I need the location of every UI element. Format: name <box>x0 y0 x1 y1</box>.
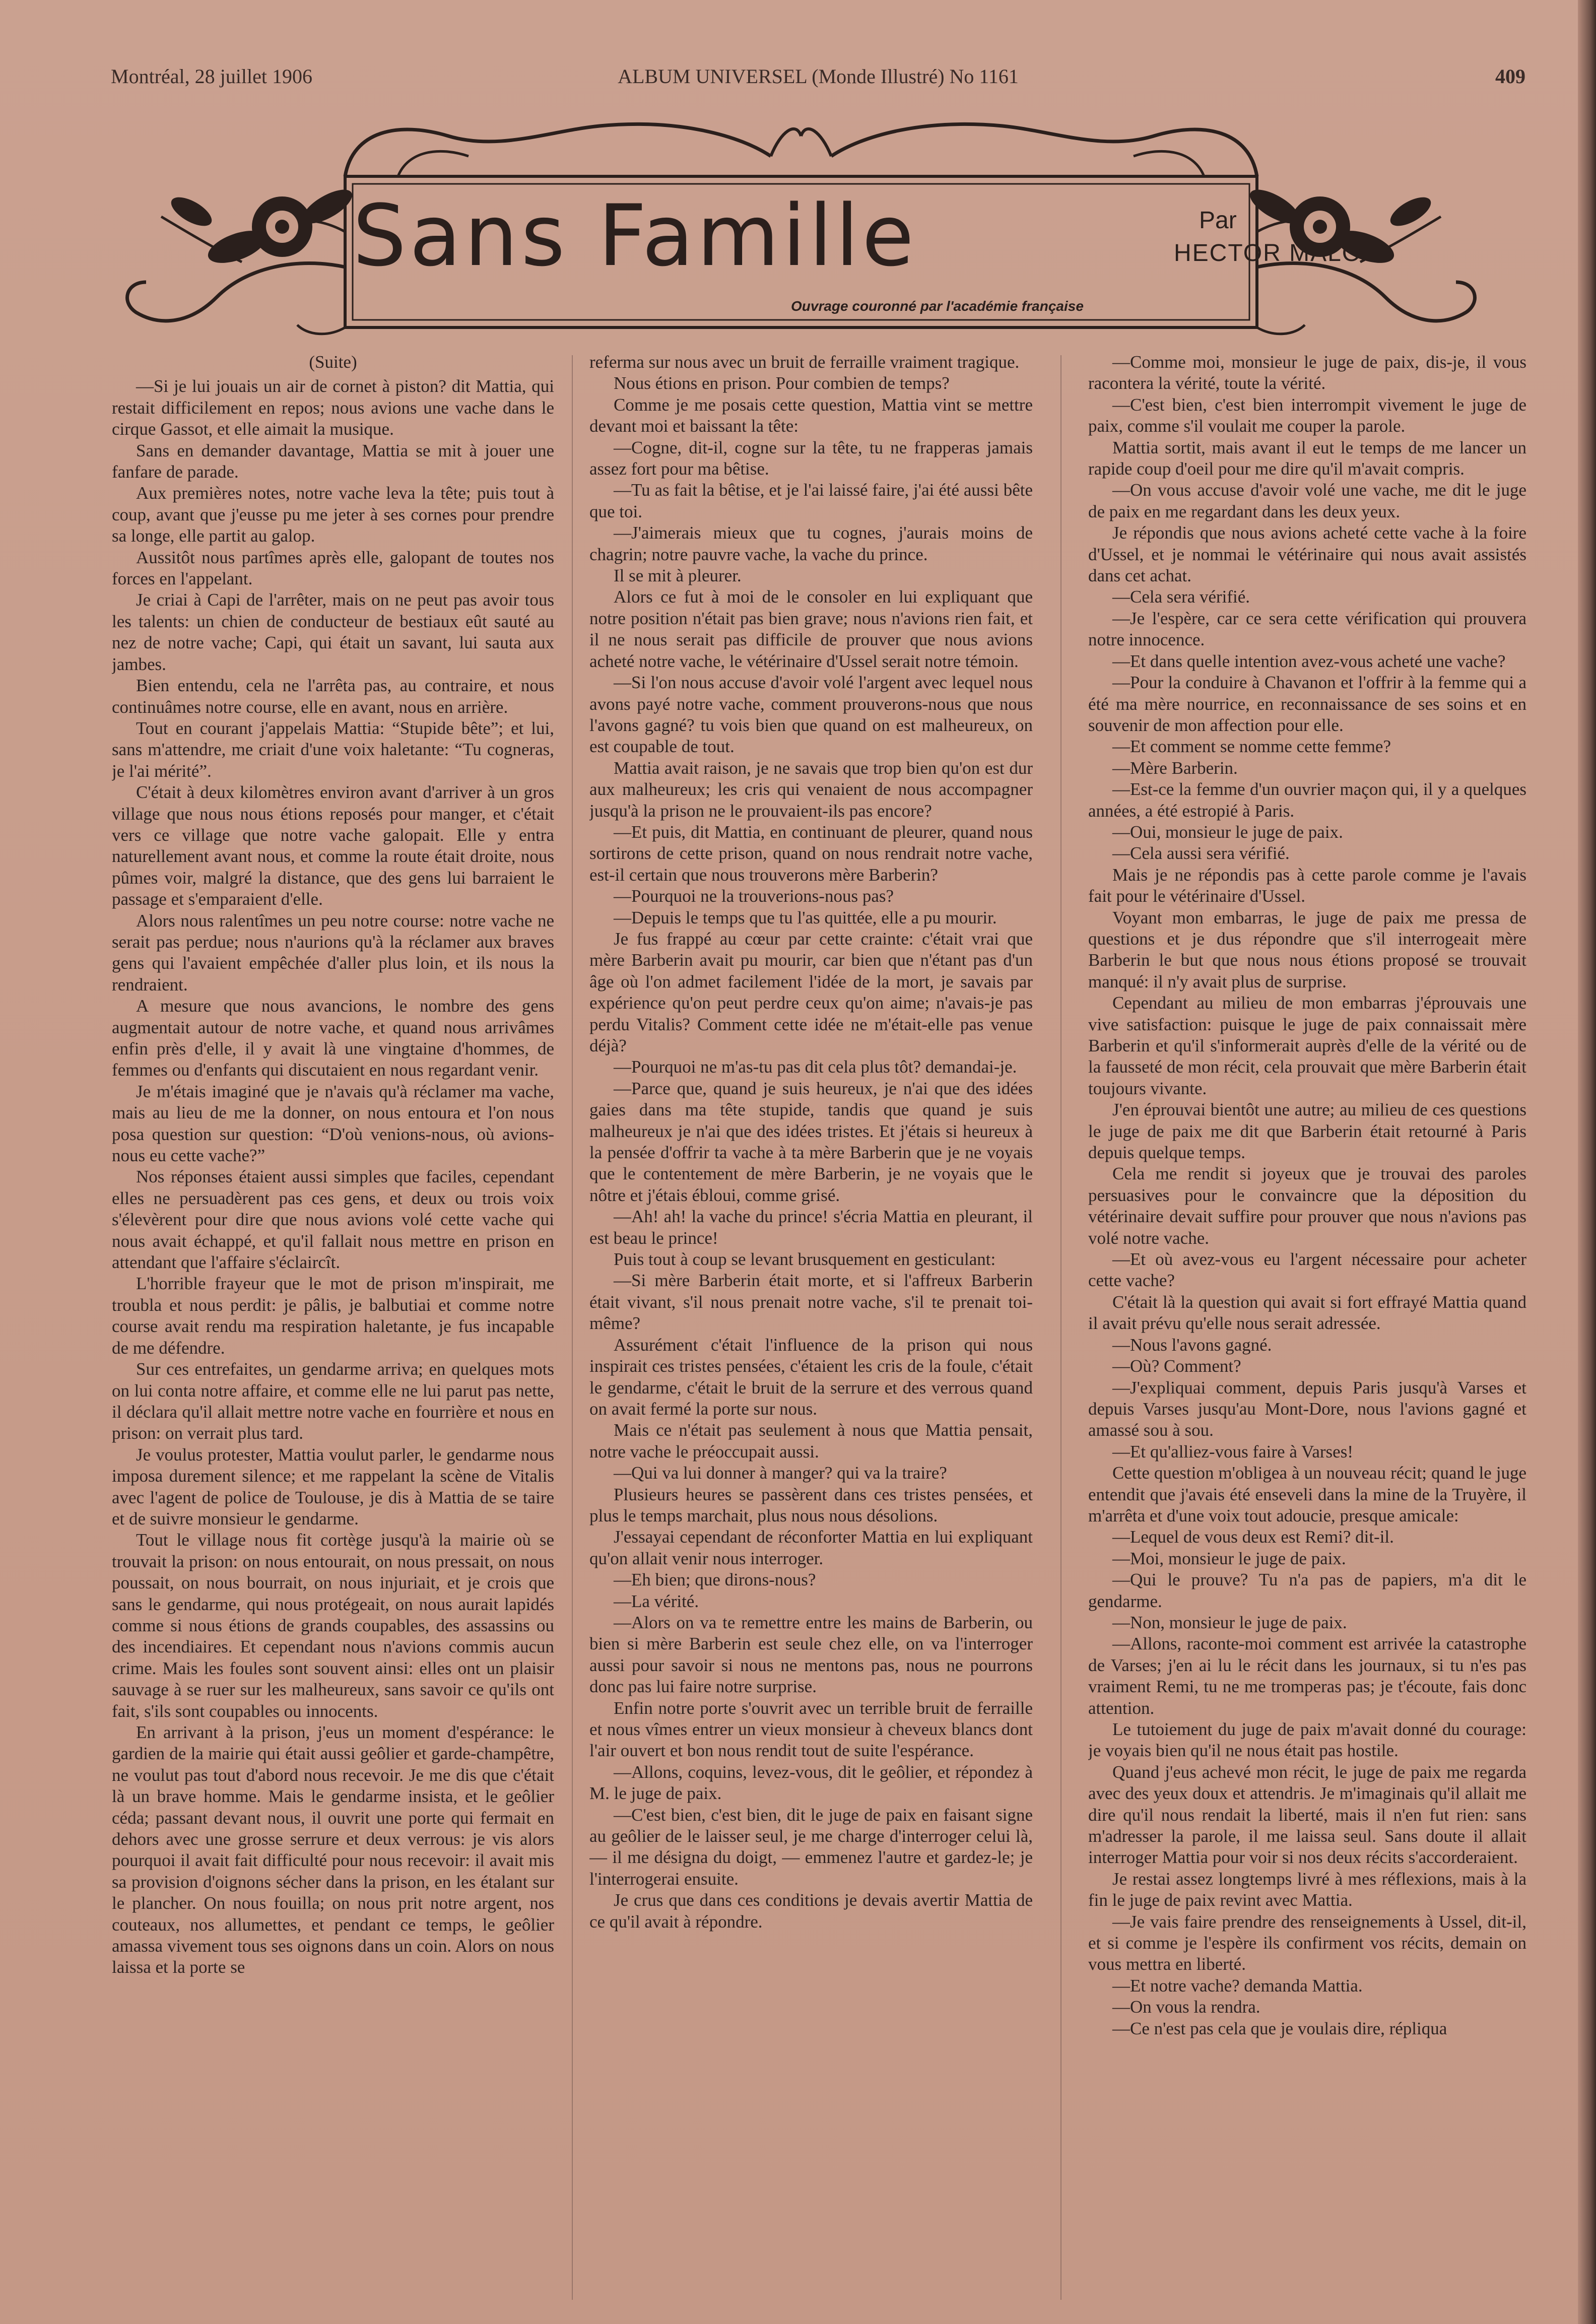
paragraph: Il se mit à pleurer. <box>614 566 742 586</box>
paragraph: Cependant au milieu de mon embarras j'éprouvais une vive satisfaction: puisque le juge de paix connaissait mère Barberin et qu'il s'informerait auprès d'elle de la vérité ou de la fausseté de mon récit, cela prouvait que mère Barberin était toujours vivante. <box>1088 993 1526 1098</box>
paragraph: —Et qu'alliez-vous faire à Varses! <box>1112 1441 1353 1462</box>
author-name: HECTOR MALOT <box>1174 240 1378 267</box>
paragraph: —Cogne, dit-il, cogne sur la tête, tu ne frapperas jamais assez fort pour ma bêtise. <box>589 437 1033 479</box>
paragraph: J'en éprouvai bientôt une autre; au milieu de ces questions le juge de paix me dit que Barberin était retourné à Paris depuis quelque temps. <box>1088 1100 1526 1163</box>
paragraph: —Si mère Barberin était morte, et si l'affreux Barberin était vivant, s'il nous prenait notre vache, s'il te prenait toi-même? <box>589 1271 1033 1334</box>
award-subtitle: Ouvrage couronné par l'académie française <box>791 298 1084 314</box>
continued-label: (Suite) <box>309 352 357 372</box>
paragraph: —Si je lui jouais un air de cornet à piston? dit Mattia, qui restait difficilement en repos; nous avions une vache dans le cirque Gassot, et elle aimait la musique. <box>112 376 554 439</box>
left-flower-ornament <box>167 183 357 270</box>
column-rule <box>572 355 573 2300</box>
paragraph: —Comme moi, monsieur le juge de paix, dis-je, il vous racontera la vérité, toute la vérité. <box>1088 352 1526 393</box>
paragraph: Cette question m'obligea à un nouveau récit; quand le juge entendit que j'avais été enseveli dans la mine de la Truyère, il m'arrêta et d'une voix tout adoucie, presque amicale: <box>1088 1463 1526 1525</box>
text-column-3 <box>1088 352 1526 2301</box>
paragraph: Je fus frappé au cœur par cette crainte: c'était vrai que mère Barberin avait pu mourir, car bien que n'étant pas d'un âge où l'on admet facilement l'idée de la mort, je savais par expérience qu'on peut perdre ceux qu'on aime; n'avais-je pas perdu Vitalis? Comment cette idée ne m'était-elle pas venue déjà? <box>589 928 1033 1055</box>
paragraph: Quand j'eus achevé mon récit, le juge de paix me regarda avec des yeux doux et attendris. Je m'imaginais qu'il allait me dire qu'il nous rendait la liberté, mais il n'en fut rien: sans m'adresser la parole, il me laissa seul. Sans doute il allait interroger Mattia pour voir si nos deux récits s'accorderaient. <box>1088 1762 1526 1868</box>
paragraph: Puis tout à coup se levant brusquement en gesticulant: <box>614 1249 996 1270</box>
paragraph: —Tu as fait la bêtise, et je l'ai laissé faire, j'ai été aussi bête que toi. <box>589 480 1033 521</box>
masthead <box>116 101 1486 338</box>
paragraph: —Et où avez-vous eu l'argent nécessaire pour acheter cette vache? <box>1088 1249 1526 1291</box>
paragraph: —Est-ce la femme d'un ouvrier maçon qui, il y a quelques années, a été estropié à Paris. <box>1088 779 1526 821</box>
paragraph: —Mère Barberin. <box>1112 758 1238 778</box>
paragraph: —C'est bien, c'est bien interrompit vivement le juge de paix, comme s'il voulait me couper la parole. <box>1088 394 1526 436</box>
feuilleton-title: Sans Famille <box>353 186 917 285</box>
paragraph: —Non, monsieur le juge de paix. <box>1112 1612 1347 1632</box>
paragraph: Tout le village nous fit cortège jusqu'à la mairie où se trouvait la prison: on nous entourait, on nous pressait, on nous poussait, on nous bourrait, on nous injuriait, et je crois que sans le gendarme, qui nous protégeait, on nous aurait lapidés comme si nous étions de grands coupables, des assassins ou des incendiaires. Et cependant nous n'avions commis aucun crime. Mais les foules sont souvent ainsi: elles ont un plaisir sauvage à se ruer sur les malheureux, sans savoir ce qu'ils ont fait, s'ils sont coupables ou innocents. <box>112 1530 554 1721</box>
paragraph: —Depuis le temps que tu l'as quittée, elle a pu mourir. <box>614 907 997 927</box>
paragraph: —On vous la rendra. <box>1112 1997 1260 2017</box>
column-rule <box>1060 355 1061 2300</box>
paragraph: A mesure que nous avancions, le nombre des gens augmentait autour de notre vache, et quand nous arrivâmes enfin près d'elle, il y avait là une vingtaine d'hommes, de femmes ou d'enfants qui discutaient en nous regardant venir. <box>112 996 554 1080</box>
paragraph: —Lequel de vous deux est Remi? dit-il. <box>1112 1527 1394 1547</box>
paragraph: —Parce que, quand je suis heureux, je n'ai que des idées gaies dans ma tête stupide, tandis que quand je suis malheureux je n'ai que des idées tristes. Et j'étais si heureux à la pensée d'offrir ta vache à ta mère Barberin que je ne voyais que le contentement de mère Barberin, je ne voyais que le nôtre et j'étais ébloui, comme grisé. <box>589 1078 1033 1205</box>
paragraph: Cela me rendit si joyeux que je trouvai des paroles persuasives pour le convaincre que la déposition du vétérinaire devait suffire pour prouver que nous n'avions pas volé notre vache. <box>1088 1164 1526 1248</box>
paragraph: —Pourquoi ne m'as-tu pas dit cela plus tôt? demandai-je. <box>614 1057 1017 1077</box>
paragraph: Mais ce n'était pas seulement à nous que Mattia pensait, notre vache le préoccupait aussi. <box>589 1420 1033 1462</box>
paragraph: Je criai à Capi de l'arrêter, mais on ne peut pas avoir tous les talents: un chien de conducteur de bestiaux eût sauté au nez de notre vache; Capi, qui était un savant, lui sauta aux jambes. <box>112 590 554 674</box>
paragraph: Je répondis que nous avions acheté cette vache à la foire d'Ussel, et je nommai le vétérinaire qui nous avait assistés dans cet achat. <box>1088 523 1526 586</box>
paragraph: Alors ce fut à moi de le consoler en lui expliquant que notre position n'était pas bien grave; nous n'avions rien fait, et il ne nous serait pas difficile de prouver que nous avions acheté notre vache, le vétérinaire d'Ussel serait notre témoin. <box>589 587 1033 671</box>
paragraph: —Je vais faire prendre des renseignements à Ussel, dit-il, et si comme je l'espère ils confirment vos récits, demain on vous mettra en liberté. <box>1088 1911 1526 1974</box>
paragraph: —Et notre vache? demanda Mattia. <box>1112 1975 1363 1996</box>
paragraph: —Moi, monsieur le juge de paix. <box>1112 1548 1346 1568</box>
paragraph: —Qui le prouve? Tu n'a pas de papiers, m'a dit le gendarme. <box>1088 1570 1526 1611</box>
paragraph: Je crus que dans ces conditions je devais avertir Mattia de ce qu'il avait à répondre. <box>589 1890 1033 1932</box>
paragraph: —Qui va lui donner à manger? qui va la traire? <box>614 1463 947 1483</box>
page-binding-edge <box>1578 0 1596 2324</box>
paragraph: referma sur nous avec un bruit de ferraille vraiment tragique. <box>589 352 1020 372</box>
paragraph: J'essayai cependant de réconforter Mattia en lui expliquant qu'on allait venir nous interroger. <box>589 1527 1033 1568</box>
paragraph: C'était là la question qui avait si fort effrayé Mattia quand il avait prévu qu'elle nous serait adressée. <box>1088 1292 1526 1334</box>
paragraph: Nos réponses étaient aussi simples que faciles, cependant elles ne persuadèrent pas ces gens, et deux ou trois voix s'élevèrent pour dire que nous avions volé cette vache qui nous avait échappé, et qu'il fallait nous mettre en prison en attendant que l'affaire s'éclaircît. <box>112 1167 554 1273</box>
paragraph: Nous étions en prison. Pour combien de temps? <box>614 373 950 393</box>
paragraph: —C'est bien, c'est bien, dit le juge de paix en faisant signe au geôlier de le laisser seul, je me charge d'interroger celui là, — il me désigna du doigt, — emmenez l'autre et gardez-le; je l'interrogerai ensuite. <box>589 1805 1033 1889</box>
paragraph: Tout en courant j'appelais Mattia: “Stupide bête”; et lui, sans m'attendre, me criait d'une voix haletante: “Tu cogneras, je l'ai mérité”. <box>112 718 554 781</box>
paragraph: L'horrible frayeur que le mot de prison m'inspirait, me troubla et nous perdit: je pâlis, je balbutiai et comme notre course avait rendu ma respiration haletante, je fus incapable de me défendre. <box>112 1274 554 1358</box>
paragraph: —Cela sera vérifié. <box>1112 587 1250 607</box>
paragraph: —On vous accuse d'avoir volé une vache, me dit le juge de paix en me regardant dans les deux yeux. <box>1088 480 1526 521</box>
paragraph: Je m'étais imaginé que je n'avais qu'à réclamer ma vache, mais au lieu de me la donner, on nous entoura et l'on nous posa question sur question: “D'où venions-nous, où avions-nous eu cette vache?” <box>112 1081 554 1166</box>
page-number: 409 <box>1495 65 1525 88</box>
paragraph: Sans en demander davantage, Mattia se mit à jouer une fanfare de parade. <box>112 440 554 482</box>
paragraph: —Cela aussi sera vérifié. <box>1112 843 1290 864</box>
paragraph: —Pourquoi ne la trouverions-nous pas? <box>614 886 894 906</box>
paragraph: Comme je me posais cette question, Mattia vint se mettre devant moi et baissant la tête: <box>589 394 1033 436</box>
paragraph: Enfin notre porte s'ouvrit avec un terrible bruit de ferraille et nous vîmes entrer un vieux monsieur à cheveux blancs dont l'air ouvert et bon nous rendit tout de suite l'espérance. <box>589 1698 1033 1761</box>
byline-par: Par <box>1199 207 1237 234</box>
paragraph: —Et puis, dit Mattia, en continuant de pleurer, quand nous sortirons de cette prison, quand on nous rendrait notre vache, est-il certain que nous trouverons mère Barberin? <box>589 822 1033 885</box>
paragraph: —Nous l'avons gagné. <box>1112 1335 1272 1355</box>
paragraph: —Eh bien; que dirons-nous? <box>614 1570 816 1590</box>
paragraph: —J'expliquai comment, depuis Paris jusqu'à Varses et depuis Varses jusqu'au Mont-Dore, nous l'avions gagné et amassé sou à sou. <box>1088 1377 1526 1440</box>
paragraph: —Alors on va te remettre entre les mains de Barberin, ou bien si mère Barberin est seule chez elle, on va l'interroger aussi pour savoir si nous ne mentons pas, nous ne pourrons donc pas lui faire notre surprise. <box>589 1612 1033 1697</box>
paragraph: Mattia sortit, mais avant il eut le temps de me lancer un rapide coup d'oeil pour me dire qu'il m'avait compris. <box>1088 437 1526 479</box>
paragraph: Je voulus protester, Mattia voulut parler, le gendarme nous imposa durement silence; et me rappelant la scène de Vitalis avec l'agent de police de Toulouse, je dis à Mattia de se taire et de suivre monsieur le gendarme. <box>112 1444 554 1529</box>
paragraph: —J'aimerais mieux que tu cognes, j'aurais moins de chagrin; notre pauvre vache, la vache du prince. <box>589 523 1033 564</box>
paragraph: —Je l'espère, car ce sera cette vérification qui prouvera notre innocence. <box>1088 608 1526 650</box>
paragraph: —La vérité. <box>614 1591 699 1611</box>
paragraph: Plusieurs heures se passèrent dans ces tristes pensées, et plus le temps marchait, plus nous nous désolions. <box>589 1484 1033 1525</box>
paragraph: C'était à deux kilomètres environ avant d'arriver à un gros village que nous nous étions reposés pour manger, et c'était vers ce village que notre vache galopait. Elle y entra naturellement avant nous, et comme la route était droite, nous pûmes voir, malgré la distance, que des gens lui barraient le passage et s'emparaient d'elle. <box>112 782 554 909</box>
paragraph: —Oui, monsieur le juge de paix. <box>1112 822 1343 842</box>
paragraph: Je restai assez longtemps livré à mes réflexions, mais à la fin le juge de paix revint avec Mattia. <box>1088 1869 1526 1910</box>
paragraph: En arrivant à la prison, j'eus un moment d'espérance: le gardien de la mairie qui était aussi geôlier et garde-champêtre, ne voulut pas tout d'abord nous recevoir. Je me dis que c'était là un brave homme. Mais le gendarme insista, et le geôlier céda; passant devant nous, il ouvrit une porte qui fermait en dehors avec une grosse serrure et deux verrous: je vis alors pourquoi il avait fait difficulté pour nous recevoir: il avait mis sa provision d'oignons sécher dans la prison, en les étalant sur le plancher. On nous fouilla; on nous prit notre argent, nos couteaux, nos allumettes, et pendant ce temps, le geôlier amassa vivement tous ses oignons dans un coin. Alors on nous laissa et la porte se <box>112 1722 554 1977</box>
paragraph: Le tutoiement du juge de paix m'avait donné du courage: je voyais bien qu'il ne nous était pas hostile. <box>1088 1719 1526 1761</box>
text-column-1 <box>112 352 554 2301</box>
paragraph: —Si l'on nous accuse d'avoir volé l'argent avec lequel nous avons payé notre vache, comment prouverons-nous que nous l'avons gagné? tu vois bien que quand on est malheureux, on est coupable de tout. <box>589 673 1033 757</box>
running-head <box>111 64 1525 95</box>
paragraph: Aussitôt nous partîmes après elle, galopant de toutes nos forces en l'appelant. <box>112 547 554 589</box>
paragraph: —Où? Comment? <box>1112 1356 1241 1376</box>
paragraph: —Ce n'est pas cela que je voulais dire, répliqua <box>1112 2018 1447 2038</box>
paragraph: —Et dans quelle intention avez-vous acheté une vache? <box>1112 651 1506 671</box>
paragraph: —Pour la conduire à Chavanon et l'offrir à la femme qui a été ma mère nourrice, en reconnaissance de ses soins et en souvenir de mon affection pour elle. <box>1088 673 1526 735</box>
paragraph: Alors nous ralentîmes un peu notre course: notre vache ne serait pas perdue; nous n'aurions qu'à la réclamer aux braves gens qui l'avaient empêchée d'aller plus loin, et ils nous la rendraient. <box>112 910 554 994</box>
paragraph: —Ah! ah! la vache du prince! s'écria Mattia en pleurant, il est beau le prince! <box>589 1207 1033 1248</box>
paragraph: Bien entendu, cela ne l'arrêta pas, au contraire, et nous continuâmes notre course, elle en avant, nous en arrière. <box>112 676 554 717</box>
paragraph: —Allons, raconte-moi comment est arrivée la catastrophe de Varses; j'en ai lu le récit dans les journaux, si tu n'es pas vraiment Remi, tu ne me tromperas pas; je t'écoute, fais donc attention. <box>1088 1634 1526 1718</box>
paragraph: Mais je ne répondis pas à cette parole comme je l'avais fait pour le vétérinaire d'Ussel. <box>1088 865 1526 906</box>
paragraph: Sur ces entrefaites, un gendarme arriva; en quelques mots on lui conta notre affaire, et comme elle ne lui parut pas nette, il déclara qu'il allait mettre notre vache en fourrière et nous en prison: on verrait plus tard. <box>112 1359 554 1443</box>
paragraph: Aux premières notes, notre vache leva la tête; puis tout à coup, avant que j'eusse pu me jeter à ses cornes pour prendre sa longe, elle partit au galop. <box>112 483 554 546</box>
issue-date: Montréal, 28 juillet 1906 <box>111 65 312 88</box>
paragraph: —Allons, coquins, levez-vous, dit le geôlier, et répondez à M. le juge de paix. <box>589 1762 1033 1804</box>
paragraph: Assurément c'était l'influence de la prison qui nous inspirait ces tristes pensées, c'étaient les cris de la foule, c'était le gendarme, c'était le bruit de la serrure et des verrous quand on avait fermé la porte sur nous. <box>589 1335 1033 1419</box>
paragraph: Voyant mon embarras, le juge de paix me pressa de questions et je dus répondre que s'il interrogeait mère Barberin le but que nous nous étions proposé se trouvait manqué: il n'y avait plus de surprise. <box>1088 907 1526 991</box>
paragraph: Mattia avait raison, je ne savais que trop bien qu'on est dur aux malheureux; les cris qui venaient de nous accompagner jusqu'à la prison ne le prouvaient-ils pas encore? <box>589 758 1033 821</box>
text-column-2 <box>589 352 1033 2301</box>
paragraph: —Et comment se nomme cette femme? <box>1112 737 1391 757</box>
publication-name: ALBUM UNIVERSEL (Monde Illustré) No 1161 <box>618 65 1019 88</box>
